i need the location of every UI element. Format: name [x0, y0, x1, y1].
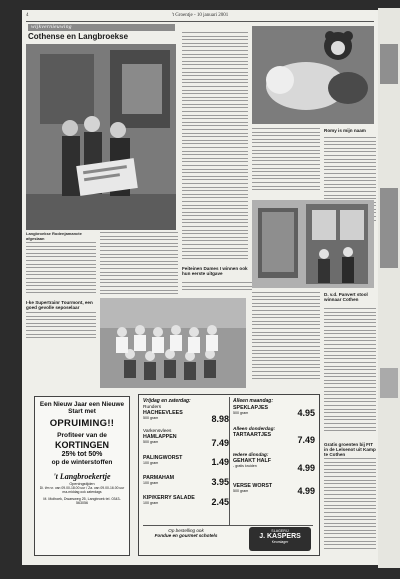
store-address: M. Molhoek, Dwarsweg 25, Langbroek tel. 0343-563056 — [43, 497, 121, 506]
feature-photo-caption — [26, 232, 96, 241]
ad-line-4: op de winterstoffen — [51, 459, 113, 466]
edge-photo-3 — [380, 368, 398, 398]
subhead-feiteinen: Feiteinen Dames I winnen ook hun eerste uitgave — [182, 266, 248, 276]
gratis-title: Gratis groenten bij FIT in de Lelsenot uit Kamp te Cothen — [324, 442, 376, 457]
price-item-palingworst: PALINGWORST 100 gram 1.49 — [143, 455, 229, 467]
ad-big-text: OPRUIMING!! — [49, 418, 115, 429]
store-name: 't Langbroekertje — [53, 472, 111, 481]
ad-line-2: KORTINGEN — [55, 440, 109, 450]
left-header: Vrijdag en zaterdag: — [143, 398, 191, 404]
butcher-logo: SLAGERIJ J. KASPERS Keurslager — [249, 527, 311, 551]
ad-footer: Op bestelling ook Fondue en gourmet schotels — [154, 528, 218, 538]
newspaper-page — [22, 10, 378, 565]
price-item-hachee: Runders HACHEEVLEES 500 gram 8.98 — [143, 405, 229, 424]
opruiming-ad — [34, 396, 130, 556]
price-item-verse-worst: VERSE WORST 500 gram 4.99 — [233, 483, 315, 496]
winnaar-body — [324, 308, 376, 440]
building-caption-body — [252, 292, 320, 392]
caption-title: Langbroekse Rodenjamancte afgeslaan — [26, 231, 82, 241]
article-body-column-2 — [182, 32, 248, 264]
price-item-kipkerry: KIP/KERRY SALADE 100 gram 2.45 — [143, 495, 229, 507]
store-hours-label: Openingstijden — [69, 482, 95, 486]
team-group-photo — [100, 298, 246, 388]
running-header — [26, 13, 374, 22]
issue-date: 't Groentje - 10 januari 2001 — [171, 13, 229, 18]
caption-body — [26, 242, 96, 302]
edge-photo-2 — [380, 188, 398, 268]
section-label: wijkvernieuwing — [28, 24, 175, 31]
store-hours: Di. t/m vr. van 09.00-18.00 uur / Za. van 09.00-16.00 uur — [39, 486, 125, 490]
article-headline: Cothense en Langbroekse — [28, 32, 129, 41]
price-item-speklapjes: SPEKLAPJES 500 gram 4.95 — [233, 405, 315, 418]
winnaar-title: D. v.d. Panvert stool winnaar Cothen — [324, 292, 368, 302]
store-note: ma-middag ook zaterdags — [62, 490, 102, 494]
price-item-tartaartjes: Alleen donderdag: TARTAARTJES 7.49 — [233, 427, 315, 445]
butcher-price-ad — [138, 394, 320, 556]
supertrainer-body — [26, 312, 96, 342]
adjacent-page-edge — [378, 8, 400, 568]
price-item-hamlappen: Varkensvlees HAMLAPPEN 500 gram 7.49 — [143, 429, 229, 448]
ad-divider — [229, 397, 230, 525]
people-with-cheque-photo — [26, 44, 176, 230]
feature-photo — [26, 44, 176, 230]
shop-entrance-photo — [252, 200, 374, 288]
price-item-gehakt: Iedere dinsdag: GEHAKT HALF - gratis kruiden 4.99 — [233, 453, 315, 473]
ad-line-3: 25% tot 50% — [61, 451, 103, 458]
ad-heading: Een Nieuw Jaar een Nieuwe Start met — [39, 401, 125, 415]
subhead-supertrainer: I-ke Supertrainr Tourmont, een goed gevolle seposelaar — [26, 300, 93, 310]
middle-right-body — [252, 128, 320, 198]
ad-bottom-rule — [143, 525, 313, 526]
feiteinen-body — [182, 282, 252, 294]
baby-with-teddy-photo — [252, 26, 374, 124]
romy-title: Romy is mijn naam — [324, 128, 366, 133]
edge-photo-1 — [380, 44, 398, 84]
page-number: 4 — [26, 13, 29, 18]
gratis-body — [324, 458, 376, 558]
article-body-column-3 — [100, 232, 178, 302]
ad-line-1: Profiteer van de — [57, 432, 107, 439]
right-header: Alleen maandag: — [233, 398, 274, 404]
group-photo — [100, 298, 246, 388]
baby-photo — [252, 26, 374, 124]
price-item-parmaham: PARMAHAM 100 gram 3.95 — [143, 475, 229, 487]
building-photo — [252, 200, 374, 288]
